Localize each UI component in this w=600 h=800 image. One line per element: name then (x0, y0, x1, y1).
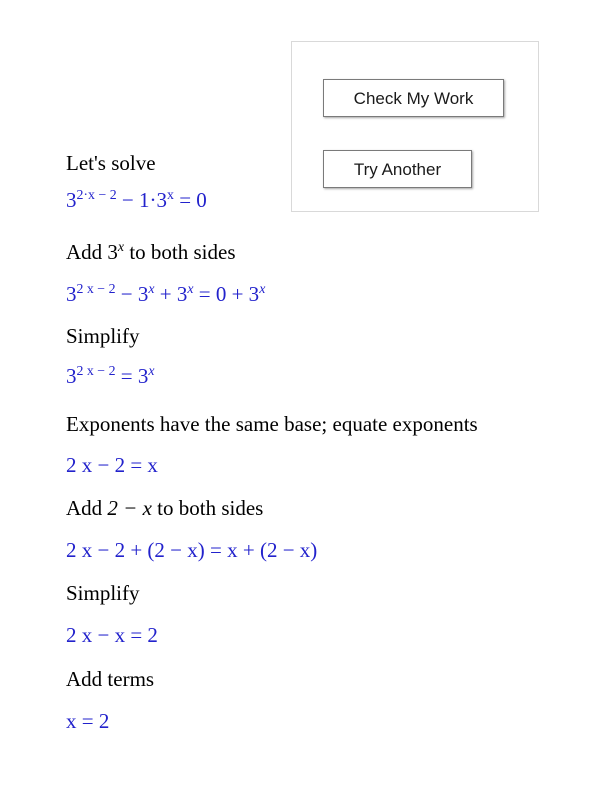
eq2-term-d: = 0 + 3 (193, 282, 260, 307)
step-simplify-1 (66, 321, 536, 351)
eq3-term-a-exponent: 2 x − 2 (76, 363, 116, 379)
step-add-2mx-prefix: Add (66, 495, 108, 520)
step-add-2-minus-x-text (66, 496, 263, 520)
eq2-term-c: + 3 (154, 282, 188, 307)
eq2-term-c-exponent: x (187, 281, 194, 297)
step-add-3x-prefix: Add (66, 239, 108, 264)
step-add-2mx-suffix: to both sides (151, 495, 264, 520)
step-simplify-1-text: Simplify (66, 323, 140, 348)
equation-1-math (66, 188, 207, 212)
equation-2-math (66, 282, 265, 306)
step-add-3x-text (66, 240, 236, 264)
equation-6-math: 2 x − x = 2 (66, 623, 158, 648)
step-intro-text: Let's solve (66, 151, 156, 175)
equation-1 (66, 184, 536, 217)
eq2-term-a: 3 (66, 282, 77, 307)
step-equate-exponents-text: Exponents have the same base; equate exponents (66, 411, 478, 436)
eq3-term-b: = 3 (115, 364, 149, 389)
step-equate-exponents (66, 409, 536, 439)
eq1-base: 3 (66, 188, 77, 213)
equation-3 (66, 360, 536, 393)
try-another-button[interactable]: Try Another (323, 150, 472, 188)
equation-3-math (66, 364, 155, 388)
step-add-terms-text: Add terms (66, 666, 155, 691)
eq2-term-b-exponent: x (148, 281, 155, 297)
equation-2 (66, 278, 536, 311)
eq2-term-a-exponent: 2 x − 2 (76, 281, 116, 297)
eq1-minus-exponent: x (167, 187, 174, 203)
step-add-3x-exponent: x (117, 238, 125, 254)
step-simplify-2 (66, 578, 536, 608)
check-my-work-button[interactable]: Check My Work (323, 79, 504, 117)
eq3-term-b-exponent: x (148, 363, 155, 379)
equation-4-math: 2 x − 2 = x (66, 453, 158, 478)
step-intro (66, 148, 536, 178)
equation-7-math: x = 2 (66, 709, 110, 734)
eq3-term-a: 3 (66, 364, 77, 389)
eq2-term-d-exponent: x (259, 281, 266, 297)
eq1-minus-term: − 1·3 (116, 188, 167, 213)
solution-steps (66, 148, 536, 738)
step-add-3x (66, 237, 536, 267)
equation-5-math: 2 x − 2 + (2 − x) = x + (2 − x) (66, 538, 318, 563)
equation-6 (66, 619, 536, 652)
step-add-2mx-term: 2 − x (107, 495, 152, 520)
step-add-3x-base: 3 (107, 239, 118, 264)
eq1-exponent: 2·x − 2 (76, 187, 117, 203)
eq2-term-b: − 3 (115, 282, 149, 307)
step-add-3x-suffix: to both sides (124, 239, 236, 264)
equation-7 (66, 705, 536, 738)
equation-5 (66, 534, 536, 567)
equation-4 (66, 449, 536, 482)
step-add-2-minus-x (66, 493, 536, 523)
step-add-terms (66, 664, 536, 694)
step-simplify-2-text: Simplify (66, 580, 140, 605)
eq1-tail: = 0 (173, 188, 207, 213)
